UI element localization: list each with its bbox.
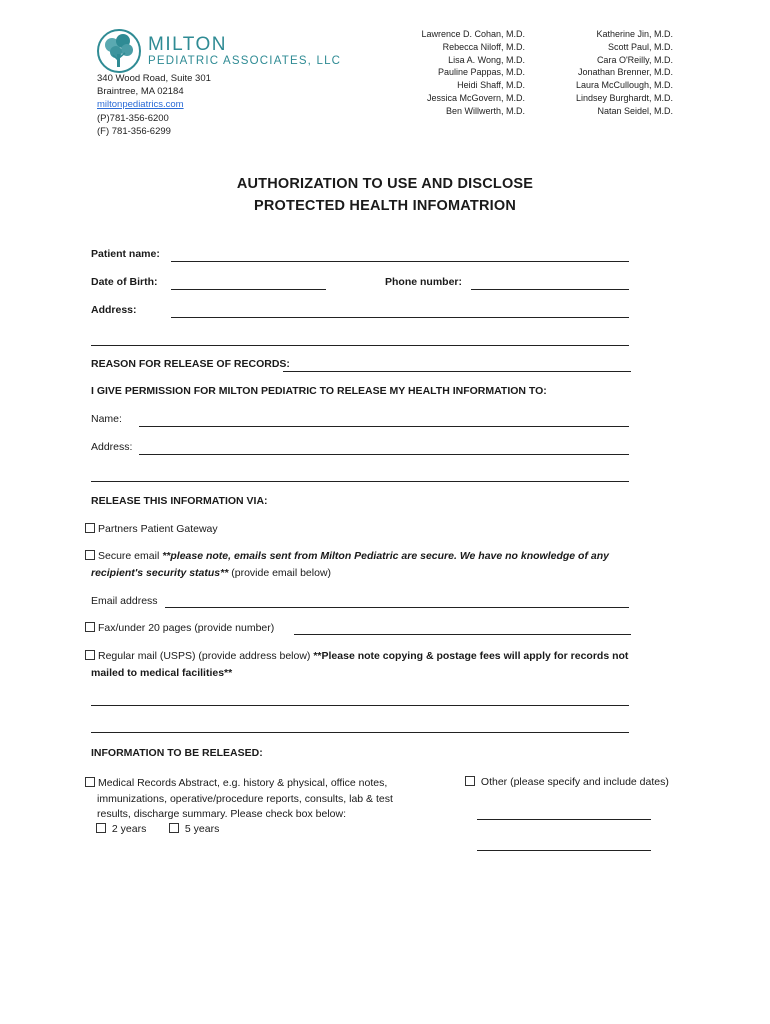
mail-label: Regular mail (USPS) (provide address below) xyxy=(98,650,311,662)
phone-number: (P)781-356-6200 xyxy=(97,112,169,124)
other-field-2[interactable] xyxy=(477,850,651,851)
doctor-name: Cara O'Reilly, M.D. xyxy=(596,54,673,65)
doctors-column-1 xyxy=(421,28,525,118)
records-abstract-checkbox[interactable] xyxy=(85,777,95,787)
logo-subtitle: PEDIATRIC ASSOCIATES, LLC xyxy=(148,55,342,67)
fax-label: Fax/under 20 pages (provide number) xyxy=(98,622,275,634)
fax-number-field[interactable] xyxy=(294,634,631,635)
tree-logo-icon xyxy=(96,28,142,74)
recipient-address-label: Address: xyxy=(91,441,133,453)
address-line1: 340 Wood Road, Suite 301 xyxy=(97,73,211,84)
records-abstract-line3: results, discharge summary. Please check box below: xyxy=(97,808,346,820)
two-years-checkbox[interactable] xyxy=(96,823,106,833)
doctor-name: Pauline Pappas, M.D. xyxy=(437,67,525,78)
website-link[interactable]: miltonpediatrics.com xyxy=(97,99,184,111)
mail-address-field-2[interactable] xyxy=(91,732,629,733)
five-years-label: 5 years xyxy=(184,823,220,835)
other-label: Other (please specify and include dates) xyxy=(480,776,669,788)
secure-email-checkbox[interactable] xyxy=(85,550,95,560)
reason-field[interactable] xyxy=(283,371,631,372)
recipient-address-field[interactable] xyxy=(139,454,629,455)
patient-name-label: Patient name: xyxy=(91,248,160,260)
records-abstract-option xyxy=(85,776,393,823)
reason-label: REASON FOR RELEASE OF RECORDS: xyxy=(91,358,290,370)
two-years-label: 2 years xyxy=(111,823,147,835)
mail-option xyxy=(85,650,628,662)
doctor-name: Heidi Shaff, M.D. xyxy=(457,80,525,91)
address-line2: Braintree, MA 02184 xyxy=(97,86,184,98)
patient-address-field[interactable] xyxy=(171,317,629,318)
patient-address-field-2[interactable] xyxy=(91,345,629,346)
practice-address xyxy=(97,72,211,138)
two-years-option xyxy=(96,823,146,835)
title-line1: AUTHORIZATION TO USE AND DISCLOSE xyxy=(236,176,534,192)
secure-email-note-line2 xyxy=(91,567,331,579)
five-years-checkbox[interactable] xyxy=(169,823,179,833)
recipient-name-field[interactable] xyxy=(139,426,629,427)
permission-heading: I GIVE PERMISSION FOR MILTON PEDIATRIC TO RELEASE MY HEALTH INFORMATION TO: xyxy=(91,385,547,397)
doctor-name: Laura McCullough, M.D. xyxy=(575,80,673,91)
doctor-name: Natan Seidel, M.D. xyxy=(597,105,673,116)
doctor-name: Lindsey Burghardt, M.D. xyxy=(575,92,673,103)
doctor-name: Scott Paul, M.D. xyxy=(607,41,673,52)
records-abstract-line1: Medical Records Abstract, e.g. history & physical, office notes, xyxy=(98,777,388,789)
phone-label: Phone number: xyxy=(385,276,463,288)
other-checkbox[interactable] xyxy=(465,776,475,786)
doctor-name: Jessica McGovern, M.D. xyxy=(426,92,525,103)
fax-number: (F) 781-356-6299 xyxy=(97,125,171,137)
fax-option xyxy=(85,622,274,634)
mail-note-line2: mailed to medical facilities** xyxy=(91,667,233,679)
doctor-name: Lisa A. Wong, M.D. xyxy=(448,54,525,65)
recipient-name-label: Name: xyxy=(91,413,122,425)
gateway-checkbox[interactable] xyxy=(85,523,95,533)
doctor-name: Jonathan Brenner, M.D. xyxy=(577,67,673,78)
secure-email-note: **please note, emails sent from Milton Pediatric are secure. We have no knowledge of any xyxy=(162,550,609,562)
dob-label: Date of Birth: xyxy=(91,276,158,288)
doctor-name: Lawrence D. Cohan, M.D. xyxy=(421,29,525,39)
gateway-label: Partners Patient Gateway xyxy=(98,523,218,535)
logo-name: MILTON xyxy=(148,34,228,55)
mail-address-field[interactable] xyxy=(91,705,629,706)
secure-email-provide: (provide email below) xyxy=(228,567,332,579)
practice-logo xyxy=(96,28,342,74)
other-option xyxy=(465,776,669,788)
mail-checkbox[interactable] xyxy=(85,650,95,660)
gateway-option xyxy=(85,523,218,535)
patient-name-field[interactable] xyxy=(171,261,629,262)
release-via-heading: RELEASE THIS INFORMATION VIA: xyxy=(91,495,268,507)
secure-email-option xyxy=(85,550,609,562)
doctor-name: Rebecca Niloff, M.D. xyxy=(442,41,525,52)
email-address-label: Email address xyxy=(91,595,158,607)
recipient-address-field-2[interactable] xyxy=(91,481,629,482)
dob-field[interactable] xyxy=(171,289,326,290)
document-title xyxy=(0,173,770,217)
other-field[interactable] xyxy=(477,819,651,820)
doctors-column-2 xyxy=(576,28,673,118)
secure-email-label: Secure email xyxy=(98,550,160,562)
phone-field[interactable] xyxy=(471,289,629,290)
secure-email-note2: recipient's security status** xyxy=(91,567,229,579)
mail-note: **Please note copying & postage fees will apply for records not xyxy=(313,650,629,662)
title-line2: PROTECTED HEALTH INFOMATRION xyxy=(253,198,517,214)
info-released-heading: INFORMATION TO BE RELEASED: xyxy=(91,747,263,759)
five-years-option xyxy=(169,823,219,835)
records-abstract-line2: immunizations, operative/procedure reports, consults, lab & test xyxy=(97,792,393,805)
fax-checkbox[interactable] xyxy=(85,622,95,632)
doctor-name: Ben Willwerth, M.D. xyxy=(445,105,525,116)
doctor-name: Katherine Jin, M.D. xyxy=(596,29,673,39)
patient-address-label: Address: xyxy=(91,304,137,316)
email-address-field[interactable] xyxy=(165,607,629,608)
